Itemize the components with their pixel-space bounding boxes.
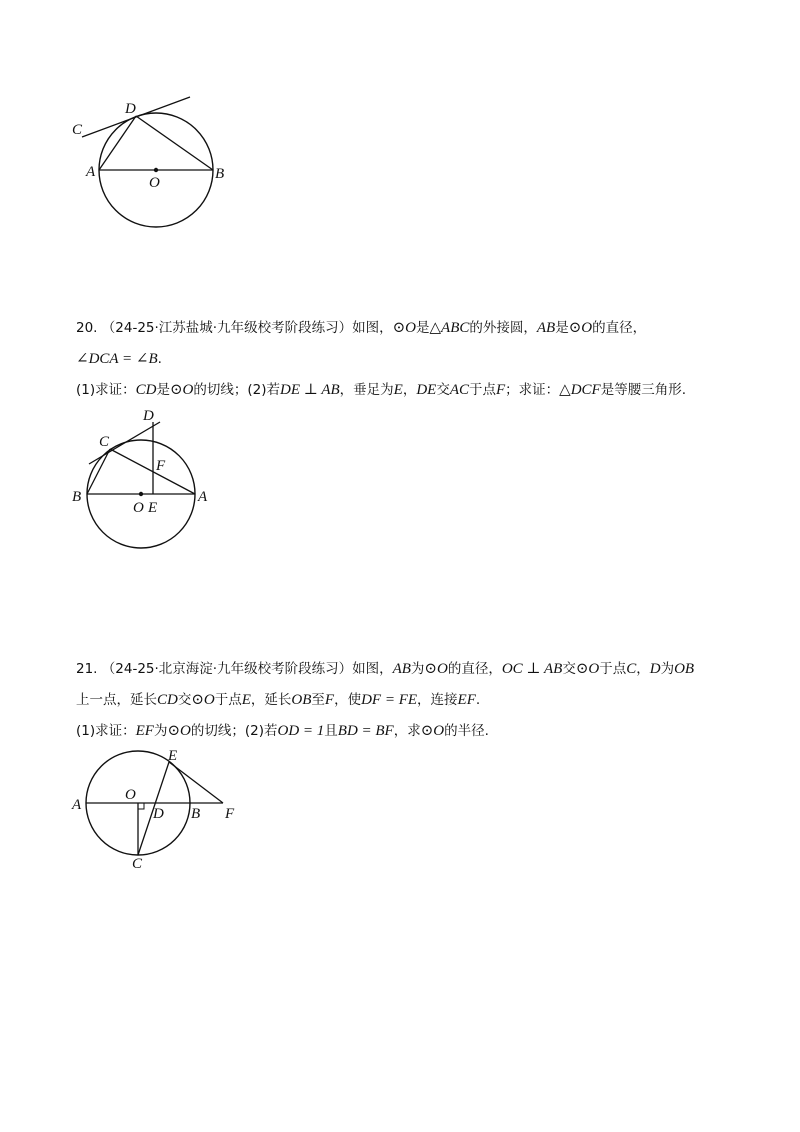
q21-line2: 上一点，延长CD交⊙O于点E，延长OB至F，使DF = FE，连接EF. — [76, 692, 481, 708]
label-a: A — [86, 164, 96, 180]
label-a: A — [72, 797, 82, 813]
label-e: E — [168, 748, 178, 764]
label-d: D — [125, 101, 136, 117]
center-dot — [154, 168, 158, 172]
q21-line3: (1)求证：EF为⊙O的切线；(2)若OD = 1且BD = BF，求⊙O的半径. — [76, 723, 489, 739]
label-c: C — [72, 122, 83, 138]
label-c: C — [132, 856, 143, 872]
label-o: O — [133, 500, 144, 516]
q20-line2: ∠DCA = ∠B. — [76, 351, 162, 367]
label-a: A — [198, 489, 208, 505]
q21-line1: 21. （24-25·北京海淀·九年级校考阶段练习）如图，AB为⊙O的直径，OC ⊥ AB交⊙O于点C，D为OB — [76, 661, 695, 677]
label-b: B — [215, 166, 225, 182]
label-o: O — [149, 175, 160, 191]
label-e: E — [148, 500, 158, 516]
q20-line1: 20. （24-25·江苏盐城·九年级校考阶段练习）如图，⊙O是△ABC的外接圆，AB是⊙O的直径， — [76, 320, 647, 336]
chord-bc — [87, 449, 110, 494]
q21-number: 21. — [76, 661, 98, 677]
label-b: B — [191, 806, 201, 822]
q20-condition: ∠DCA = ∠B — [76, 351, 158, 367]
label-d: D — [153, 806, 164, 822]
chord-db — [136, 116, 213, 170]
label-d: D — [143, 408, 154, 424]
center-dot — [139, 492, 143, 496]
label-b: B — [72, 489, 82, 505]
q20-number: 20. — [76, 320, 98, 336]
label-f: F — [156, 458, 166, 474]
q20-source: （24-25·江苏盐城·九年级校考阶段练习） — [101, 320, 353, 336]
figure-20 — [0, 400, 800, 560]
label-o: O — [125, 787, 136, 803]
segment-ef — [169, 762, 223, 803]
q21-source: （24-25·北京海淀·九年级校考阶段练习） — [101, 661, 353, 677]
right-angle-mark — [138, 803, 144, 809]
label-f: F — [225, 806, 235, 822]
figure-21 — [0, 740, 800, 880]
figure-19 — [0, 0, 800, 300]
label-c: C — [99, 434, 110, 450]
q20-line3: (1)求证：CD是⊙O的切线；(2)若DE ⊥ AB，垂足为E，DE交AC于点F；求证：△DCF是等腰三角形. — [76, 382, 687, 398]
